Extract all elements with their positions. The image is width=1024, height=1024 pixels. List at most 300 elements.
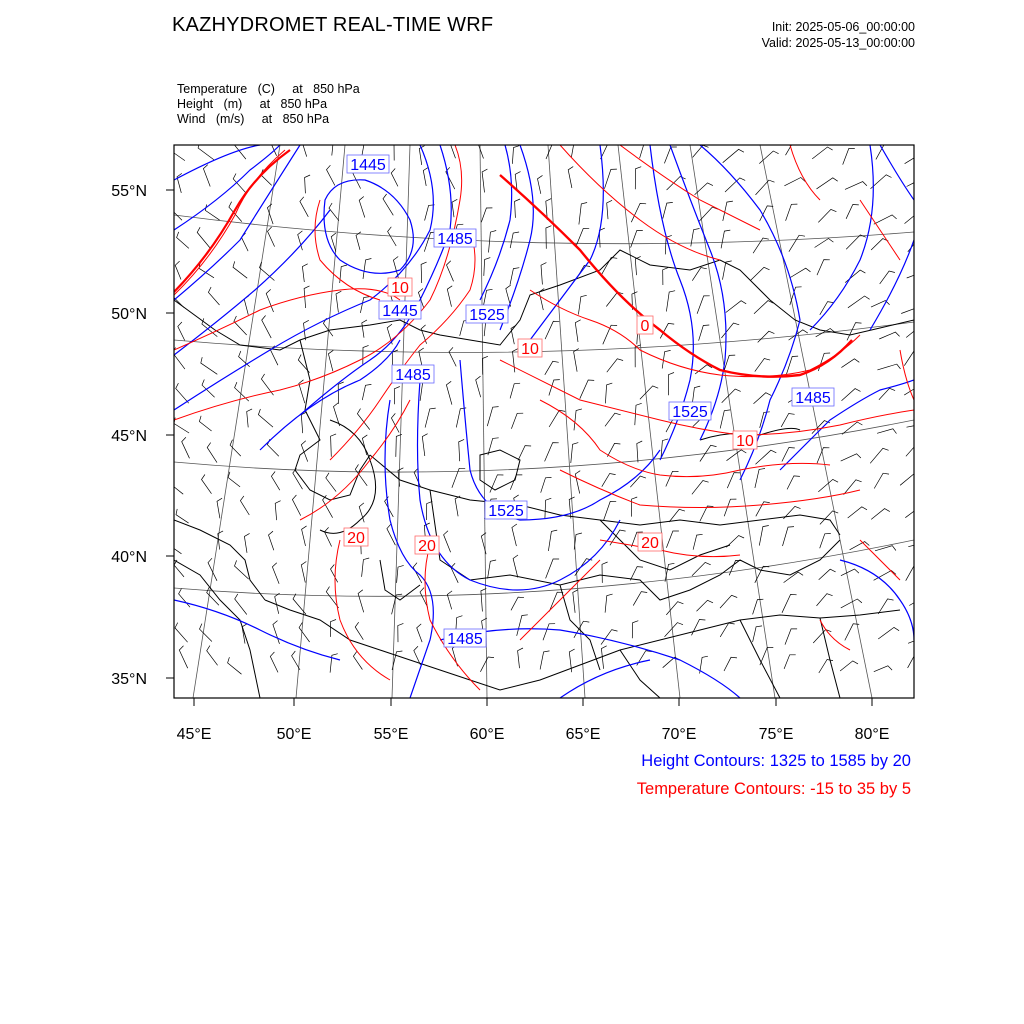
wind-barb [666, 602, 683, 615]
wind-barb [875, 546, 896, 551]
wind-barb [877, 364, 900, 370]
wind-barb [359, 197, 365, 218]
wind-barb [518, 648, 523, 668]
wind-barb [302, 264, 307, 282]
wind-barb [630, 476, 646, 487]
wind-barb [640, 141, 651, 159]
wind-barb [487, 407, 498, 427]
field-height: Height (m) at 850 hPa [177, 97, 328, 111]
wind-barb [632, 621, 638, 639]
svg-text:0: 0 [640, 318, 650, 335]
wind-barb [358, 590, 364, 613]
lat-label-45: 45°N [111, 428, 147, 445]
wind-barb [699, 207, 718, 221]
wind-barb [724, 657, 737, 671]
wind-barb [908, 636, 930, 643]
init-time: Init: 2025-05-06_00:00:00 [771, 20, 915, 34]
wind-barb [906, 443, 924, 457]
wind-barb [240, 496, 249, 515]
wind-barb [847, 323, 862, 341]
wind-barb [871, 509, 890, 520]
wind-barb [604, 169, 617, 189]
wind-barb [480, 657, 494, 672]
wind-barb [427, 501, 433, 520]
height-label [379, 301, 421, 320]
height-legend: Height Contours: 1325 to 1585 by 20 [641, 752, 911, 770]
lat-label-40: 40°N [111, 549, 147, 566]
wind-barb [356, 232, 361, 250]
wind-barb [841, 569, 859, 576]
graticule [174, 145, 914, 698]
wind-barb [545, 321, 559, 339]
wind-barb [359, 503, 364, 522]
wind-barb [786, 204, 798, 221]
wind-barb [720, 410, 730, 429]
wind-barb [208, 287, 219, 305]
wind-barb [692, 620, 706, 636]
temperature-label [388, 278, 412, 297]
wind-barb [182, 437, 190, 458]
wind-barb [262, 316, 272, 339]
wind-barb [269, 531, 274, 550]
wind-barb [451, 563, 458, 583]
wind-barb [459, 439, 464, 461]
wind-barb [362, 558, 370, 577]
wind-barb [446, 381, 452, 404]
zero-isotherm [500, 175, 852, 377]
wind-barb [455, 496, 460, 516]
wind-barb [846, 235, 866, 249]
plot-frame [174, 145, 914, 698]
wind-barb [753, 626, 762, 642]
valid-time: Valid: 2025-05-13_00:00:00 [761, 36, 915, 50]
wind-barb [574, 533, 582, 550]
wind-barb [515, 199, 521, 218]
wind-barb [546, 559, 560, 578]
temperature-label [733, 431, 757, 450]
wind-barb [207, 443, 217, 463]
wind-barb [699, 325, 710, 341]
wind-barb [785, 629, 797, 645]
wind-barb [179, 589, 190, 608]
wind-barb [217, 498, 222, 518]
wind-barb [607, 200, 612, 219]
wind-barb [235, 560, 249, 579]
wind-barb [540, 651, 549, 670]
wind-barb [693, 386, 701, 402]
wind-barb [247, 409, 252, 428]
wind-barb [845, 182, 867, 190]
wind-barb [664, 147, 676, 163]
wind-barb [909, 597, 928, 605]
temperature-label [637, 316, 653, 335]
wind-barb [239, 351, 250, 367]
svg-text:1485: 1485 [437, 231, 473, 248]
wind-barb [171, 204, 182, 220]
wind-barb [207, 646, 218, 666]
wind-barb [789, 235, 805, 252]
wind-barb [905, 214, 922, 224]
wind-barb [513, 555, 518, 578]
lat-label-35: 35°N [111, 671, 147, 688]
wind-barb [631, 230, 643, 247]
wind-barb [546, 226, 552, 249]
wind-barb [423, 167, 428, 186]
wind-barb [874, 473, 889, 488]
wind-barb [841, 359, 859, 368]
wind-barb [607, 359, 623, 372]
wind-barb [904, 385, 926, 396]
wind-barb [871, 239, 888, 250]
height-label [792, 388, 834, 407]
wind-barb [729, 560, 741, 575]
lon-label-70: 70°E [661, 726, 697, 743]
wind-barb [305, 175, 311, 193]
wind-barb [302, 526, 307, 546]
wind-barb [179, 646, 187, 668]
height-label [485, 501, 527, 520]
wind-barb [842, 389, 861, 401]
wind-barb [541, 477, 552, 492]
wind-barb [228, 657, 242, 674]
wind-barb [907, 179, 926, 186]
svg-text:1485: 1485 [447, 631, 483, 648]
wind-barb [200, 624, 212, 642]
wind-barb [292, 495, 300, 516]
wind-barb [820, 534, 831, 549]
wind-barb [449, 347, 456, 366]
wind-barb [301, 412, 306, 433]
wind-barb [904, 349, 921, 366]
wind-barb [640, 386, 658, 399]
wind-barb [444, 531, 451, 553]
map-title: KAZHYDROMET REAL-TIME WRF [172, 14, 494, 36]
wind-barb [576, 266, 590, 280]
wind-barb [510, 383, 520, 398]
wind-barb [272, 563, 279, 584]
wind-barb [784, 655, 796, 669]
wind-barb [275, 593, 280, 614]
wind-barb [633, 592, 647, 606]
wind-barb [575, 559, 592, 576]
wind-barb [844, 480, 862, 495]
wind-barb [750, 267, 769, 280]
height-label [444, 629, 486, 648]
wind-barb [692, 481, 709, 495]
wind-barb [755, 469, 765, 488]
temperature-legend: Temperature Contours: -15 to 35 by 5 [636, 780, 911, 798]
lon-label-65: 65°E [565, 726, 601, 743]
wind-barb [813, 630, 831, 644]
wind-barb [843, 149, 855, 165]
wind-barb [812, 147, 832, 159]
wind-barb [876, 141, 892, 159]
wind-barb [724, 355, 735, 370]
wind-barb [300, 197, 308, 217]
temperature-label [344, 528, 368, 547]
wind-barb [759, 526, 769, 546]
height-label [669, 402, 711, 421]
field-wind: Wind (m/s) at 850 hPa [177, 112, 330, 126]
wind-barb [578, 295, 586, 314]
wind-barb [817, 594, 833, 606]
wind-barb [637, 441, 642, 462]
wind-barb [901, 307, 924, 314]
wind-barb [815, 239, 834, 248]
wind-barb [668, 373, 674, 396]
lon-label-80: 80°E [854, 726, 890, 743]
wind-barb [397, 565, 404, 583]
wind-barb [900, 473, 921, 486]
wind-barb [723, 149, 744, 162]
wind-barb [299, 623, 310, 642]
wind-barb [447, 591, 452, 609]
wind-barb [846, 205, 859, 219]
wind-barb [727, 473, 740, 489]
wind-barb [666, 471, 679, 486]
wind-barb [357, 409, 369, 430]
wind-barb [874, 666, 892, 672]
wind-barb [336, 291, 341, 312]
wind-barb [175, 261, 181, 279]
wind-barb [362, 320, 367, 338]
wind-barb [392, 594, 403, 614]
wind-barb [721, 323, 739, 338]
lon-label-75: 75°E [758, 726, 794, 743]
latitude-axis [166, 190, 174, 678]
wind-barb [692, 268, 707, 281]
wind-barb [605, 594, 613, 613]
wind-barb [879, 332, 899, 339]
wind-barb [234, 316, 247, 335]
wind-barb [332, 133, 340, 155]
wind-barb [721, 230, 730, 248]
wind-barb [545, 498, 551, 519]
wind-barb [580, 380, 594, 399]
wind-barb [727, 450, 747, 461]
wind-barb [396, 434, 402, 457]
wind-barb [353, 651, 362, 669]
wind-barb [419, 348, 424, 368]
wind-barb [575, 471, 580, 494]
wind-barb [394, 387, 400, 405]
wind-barb [512, 146, 519, 164]
wind-barb [874, 215, 897, 224]
temperature-label [638, 533, 662, 552]
wind-barb [517, 615, 528, 636]
svg-text:1445: 1445 [382, 303, 418, 320]
wind-barb [331, 565, 338, 583]
svg-text:10: 10 [521, 341, 539, 358]
wind-barb [483, 289, 492, 306]
wind-barb [635, 167, 641, 190]
height-contours [174, 145, 914, 698]
wind-barb [724, 499, 736, 516]
wind-barb [235, 382, 249, 401]
wind-barb [170, 478, 183, 494]
wind-barb [510, 232, 519, 248]
wind-barb [790, 268, 811, 278]
wind-barb [275, 501, 280, 520]
wind-barb [637, 651, 652, 666]
wind-barb [208, 558, 217, 581]
wind-barb [414, 468, 421, 487]
longitude-axis [194, 698, 872, 706]
wind-barb [819, 569, 836, 580]
wind-barb [571, 141, 580, 157]
wind-barb [355, 622, 363, 640]
wind-barb [602, 474, 616, 487]
wind-barb [177, 232, 189, 249]
wind-barb [304, 286, 309, 308]
wind-barb [391, 169, 398, 187]
wind-barb [720, 623, 734, 637]
wind-barb [452, 199, 457, 217]
wind-barb [817, 260, 830, 276]
wind-barb [840, 661, 858, 671]
svg-text:1485: 1485 [395, 367, 431, 384]
wind-barb [266, 289, 273, 312]
wind-barb [756, 180, 775, 195]
svg-text:1485: 1485 [795, 390, 831, 407]
svg-text:1445: 1445 [350, 157, 386, 174]
lon-label-45: 45°E [176, 726, 212, 743]
wind-barb [511, 413, 523, 429]
wind-barb [228, 472, 240, 487]
wind-barb [449, 136, 456, 158]
wind-barb [841, 454, 861, 461]
wind-barb [870, 448, 888, 463]
wind-barb [720, 595, 737, 608]
wind-barb [548, 530, 557, 551]
wind-barb [782, 448, 795, 462]
wind-barb [199, 416, 211, 431]
svg-text:1525: 1525 [469, 307, 505, 324]
wind-barb [754, 301, 773, 314]
wind-barb [328, 350, 333, 371]
wind-barb [331, 434, 337, 457]
wind-barb [258, 409, 273, 427]
wind-barb [573, 590, 578, 613]
wind-barb [476, 376, 481, 397]
height-label [434, 229, 476, 248]
wind-barb [481, 208, 492, 222]
lon-label-60: 60°E [469, 726, 505, 743]
wind-barb [820, 302, 834, 315]
wind-barb [906, 327, 924, 337]
field-temperature: Temperature (C) at 850 hPa [177, 82, 360, 96]
wind-barb [233, 261, 247, 278]
wind-barb [848, 296, 870, 308]
wind-barb [818, 209, 836, 222]
wind-barb [490, 475, 504, 493]
wind-barb [571, 443, 579, 463]
wind-barb [666, 291, 675, 312]
wind-barb [362, 384, 371, 400]
wind-barb [700, 506, 714, 521]
wind-barb [693, 145, 709, 157]
wind-barb [906, 566, 920, 581]
wind-barb [488, 560, 497, 578]
wind-barb [235, 594, 247, 615]
wind-barb [329, 203, 339, 221]
wind-barb [301, 136, 306, 157]
wind-barb [325, 527, 332, 546]
wind-barb [755, 359, 770, 372]
lon-label-55: 55°E [373, 726, 409, 743]
wind-barb [722, 389, 741, 403]
svg-text:10: 10 [391, 280, 409, 297]
wind-barb [880, 271, 895, 284]
height-label [392, 365, 434, 384]
wind-barb [383, 194, 393, 215]
wind-barb [271, 472, 279, 491]
wind-barb [421, 262, 427, 283]
wind-barb [760, 647, 773, 665]
wind-barb [783, 527, 795, 546]
wind-barb [398, 623, 404, 642]
wind-barb [518, 446, 531, 461]
wind-barb [604, 501, 617, 520]
wind-barb [421, 325, 427, 344]
wind-barb [244, 533, 249, 552]
wind-barb [907, 272, 927, 278]
height-label [466, 305, 508, 324]
wind-barb [848, 507, 867, 518]
wind-barb [631, 497, 637, 517]
lon-label-50: 50°E [276, 726, 312, 743]
wind-barb [877, 429, 896, 434]
wind-barb [363, 259, 371, 279]
wind-barb [360, 297, 369, 313]
wind-barb [908, 542, 932, 547]
wind-barb [301, 562, 306, 583]
temperature-label [415, 536, 439, 555]
wind-barb [756, 450, 777, 464]
wind-barb [605, 383, 612, 403]
wind-barb [630, 567, 643, 581]
wind-barb [907, 424, 928, 429]
lat-label-50: 50°N [111, 306, 147, 323]
lat-label-55: 55°N [111, 183, 147, 200]
wind-barb [201, 357, 218, 374]
height-label [347, 155, 389, 174]
height-contour-labels [347, 155, 834, 648]
wind-barb [782, 594, 797, 612]
wind-barb [326, 473, 336, 492]
svg-text:1525: 1525 [488, 503, 524, 520]
wind-barb [482, 169, 487, 192]
wind-barb [511, 597, 524, 610]
wind-barb [512, 524, 517, 546]
wind-barb [541, 263, 546, 285]
wind-barb [758, 331, 775, 342]
wind-barb [543, 624, 555, 641]
wind-barb [601, 646, 606, 669]
wind-barb [484, 258, 491, 276]
wind-barb [666, 531, 679, 548]
wind-barb [693, 534, 703, 549]
wind-barb [447, 286, 452, 307]
wind-barb [447, 261, 454, 282]
wind-barb [691, 229, 700, 247]
wind-barb [601, 630, 618, 645]
wind-barb [602, 562, 608, 583]
wind-barb [662, 350, 670, 368]
svg-text:1525: 1525 [672, 404, 708, 421]
wind-barb [753, 238, 769, 253]
wind-barb [422, 434, 427, 456]
